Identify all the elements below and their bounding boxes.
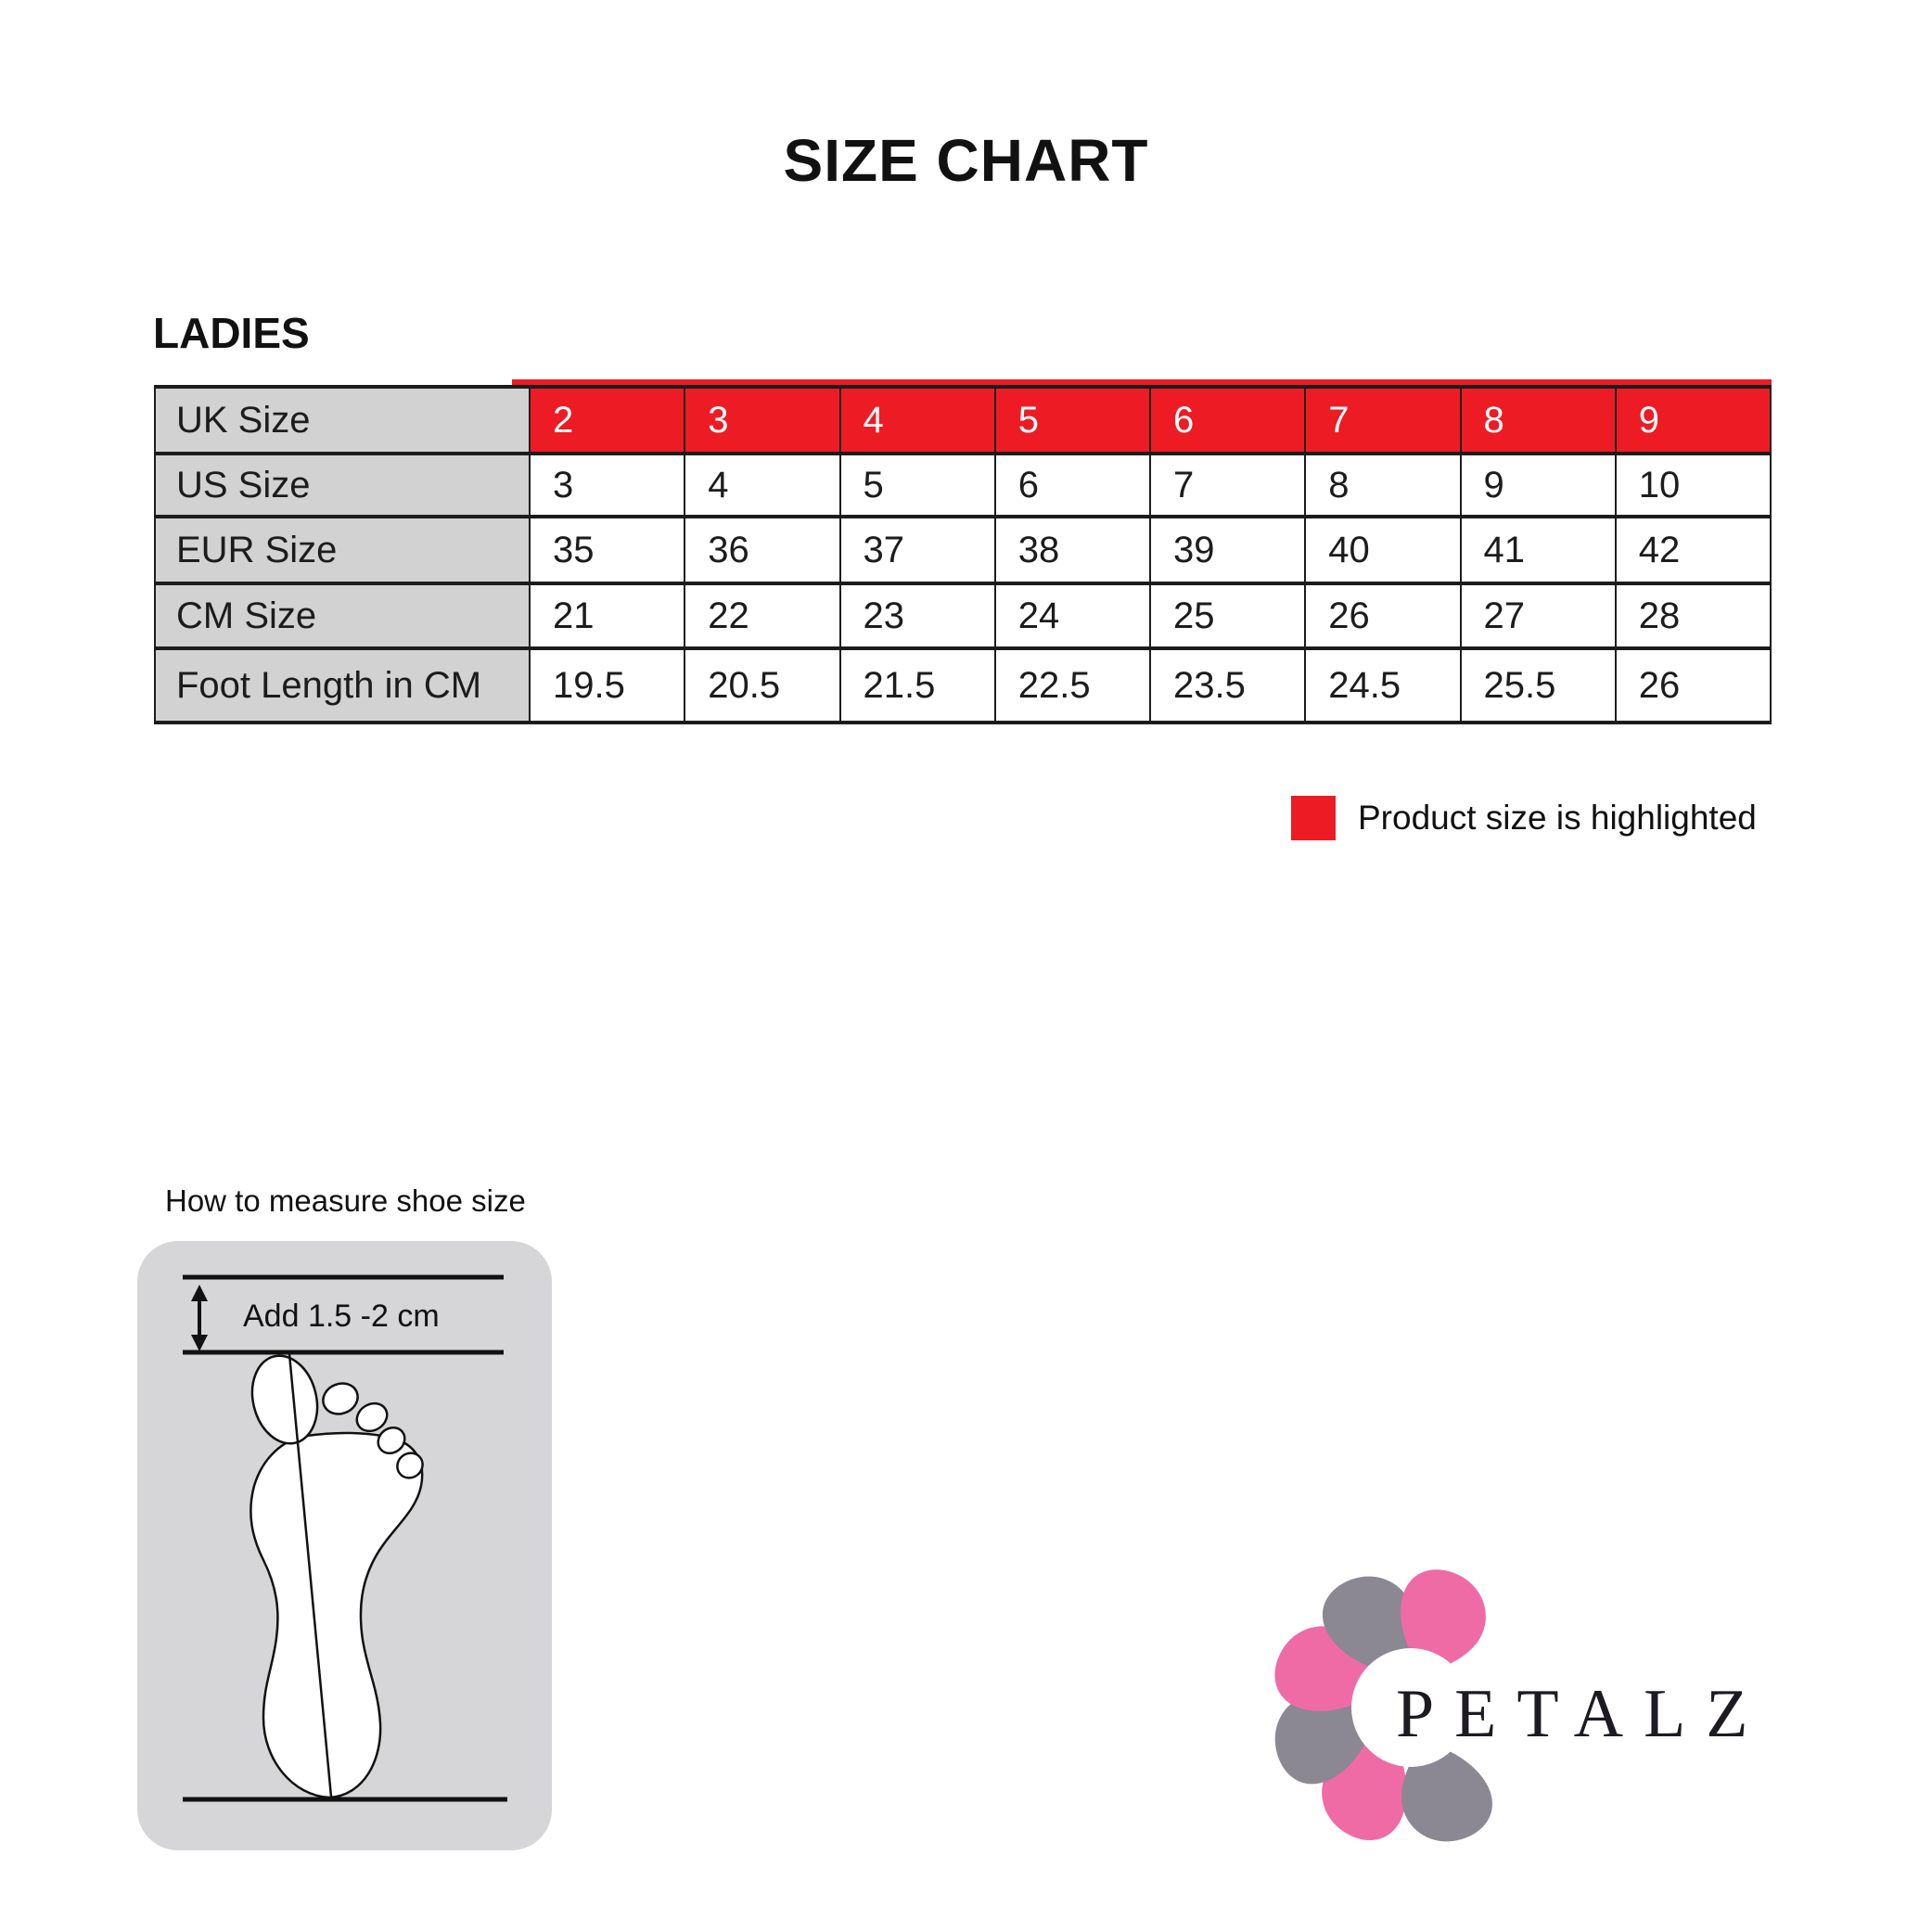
table-cell: 6 bbox=[1150, 387, 1305, 454]
table-cell: 3 bbox=[685, 387, 839, 454]
row-label: Foot Length in CM bbox=[155, 648, 530, 723]
measure-heading: How to measure shoe size bbox=[165, 1184, 526, 1218]
table-cell: 27 bbox=[1461, 583, 1616, 648]
table-cell: 40 bbox=[1305, 517, 1460, 583]
table-cell: 4 bbox=[685, 454, 839, 517]
table-cell: 39 bbox=[1150, 517, 1305, 583]
toe-small-1 bbox=[318, 1378, 362, 1419]
double-arrow-icon bbox=[191, 1285, 208, 1351]
table-cell: 21 bbox=[530, 583, 685, 648]
table-cell: 7 bbox=[1150, 454, 1305, 517]
add-measurement-label: Add 1.5 -2 cm bbox=[243, 1299, 440, 1334]
table-cell: 42 bbox=[1616, 517, 1771, 583]
table-cell: 23.5 bbox=[1150, 648, 1305, 723]
table-cell: 22.5 bbox=[995, 648, 1150, 723]
row-label: UK Size bbox=[155, 387, 530, 454]
table-row-foot-length bbox=[155, 648, 1771, 723]
size-table bbox=[154, 385, 1772, 724]
table-cell: 38 bbox=[995, 517, 1150, 583]
table-cell: 37 bbox=[840, 517, 995, 583]
logo-text: PETALZ bbox=[1396, 1676, 1769, 1752]
table-cell: 19.5 bbox=[530, 648, 685, 723]
legend-label: Product size is highlighted bbox=[1358, 799, 1757, 837]
section-heading-ladies: LADIES bbox=[153, 309, 310, 357]
table-cell: 8 bbox=[1305, 454, 1460, 517]
table-cell: 5 bbox=[995, 387, 1150, 454]
row-label: US Size bbox=[155, 454, 530, 517]
table-cell: 21.5 bbox=[840, 648, 995, 723]
table-cell: 26 bbox=[1305, 583, 1460, 648]
red-swatch-icon bbox=[1291, 796, 1336, 840]
table-cell: 5 bbox=[840, 454, 995, 517]
table-row-eur-size bbox=[155, 517, 1771, 583]
table-cell: 22 bbox=[685, 583, 839, 648]
table-row-cm-size bbox=[155, 583, 1771, 648]
table-cell: 35 bbox=[530, 517, 685, 583]
table-cell: 8 bbox=[1461, 387, 1616, 454]
table-cell: 9 bbox=[1616, 387, 1771, 454]
page-title: SIZE CHART bbox=[783, 127, 1149, 194]
table-cell: 4 bbox=[840, 387, 995, 454]
table-cell: 41 bbox=[1461, 517, 1616, 583]
table-cell: 3 bbox=[530, 454, 685, 517]
table-cell: 36 bbox=[685, 517, 839, 583]
table-cell: 23 bbox=[840, 583, 995, 648]
legend bbox=[1291, 796, 1757, 840]
table-cell: 26 bbox=[1616, 648, 1771, 723]
table-cell: 28 bbox=[1616, 583, 1771, 648]
table-cell: 25.5 bbox=[1461, 648, 1616, 723]
table-cell: 24.5 bbox=[1305, 648, 1460, 723]
table-cell: 25 bbox=[1150, 583, 1305, 648]
table-cell: 9 bbox=[1461, 454, 1616, 517]
table-row-us-size bbox=[155, 454, 1771, 517]
table-cell: 20.5 bbox=[685, 648, 839, 723]
footprint-outline bbox=[243, 1349, 428, 1798]
row-label: EUR Size bbox=[155, 517, 530, 583]
foot-sole bbox=[250, 1433, 422, 1798]
table-cell: 6 bbox=[995, 454, 1150, 517]
petalz-logo bbox=[1234, 1540, 1827, 1874]
table-row-uk-size bbox=[155, 387, 1771, 454]
table-cell: 10 bbox=[1616, 454, 1771, 517]
row-label: CM Size bbox=[155, 583, 530, 648]
table-cell: 2 bbox=[530, 387, 685, 454]
table-cell: 7 bbox=[1305, 387, 1460, 454]
table-cell: 24 bbox=[995, 583, 1150, 648]
